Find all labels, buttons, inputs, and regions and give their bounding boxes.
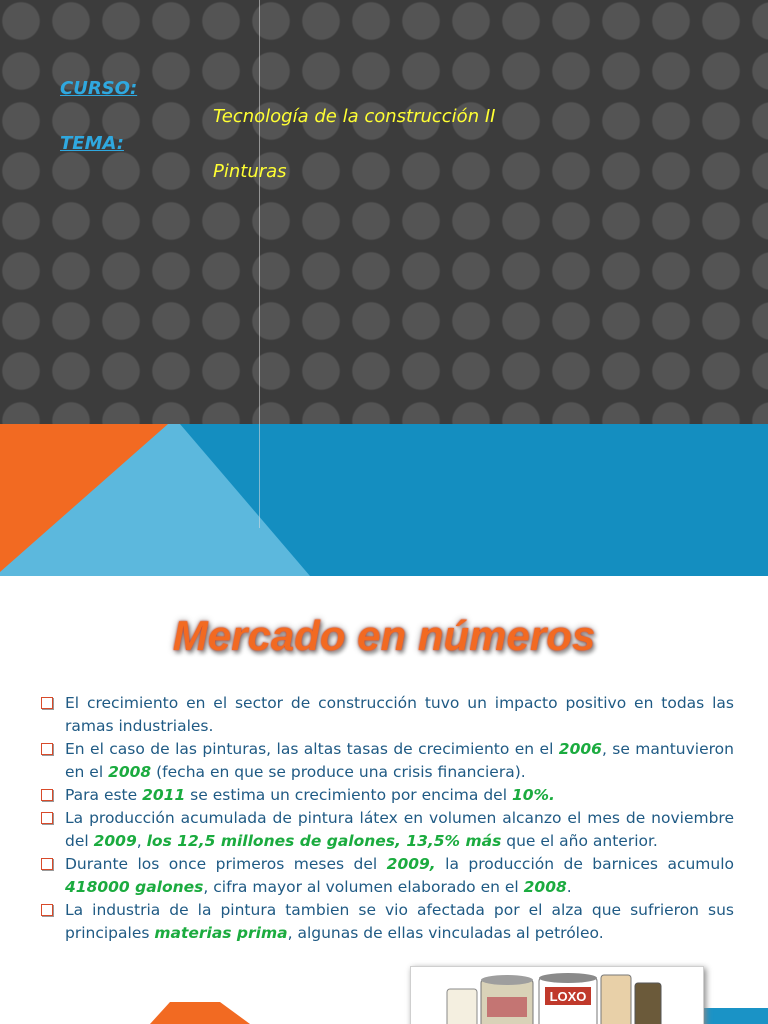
bullet-text: ,: [136, 832, 147, 850]
course-value: Tecnología de la construcción II: [213, 106, 496, 127]
bullet-text: (fecha en que se produce una crisis financiera).: [151, 763, 526, 781]
highlighted-figure: materias prima: [154, 924, 288, 942]
bullet-item: [38, 738, 734, 784]
bullet-text: , algunas de ellas vinculadas al petróleo.: [287, 924, 604, 942]
highlighted-figure: 2009,: [386, 855, 436, 873]
checkbox-bullet-icon: [41, 697, 53, 709]
bullet-text: , cifra mayor al volumen elaborado en el: [203, 878, 524, 896]
highlighted-figure: 2009: [93, 832, 137, 850]
vertical-divider-line: [259, 0, 260, 528]
bullet-text: Para este: [65, 786, 143, 804]
checkbox-bullet-icon: [41, 789, 53, 801]
bullet-item: [38, 853, 734, 899]
bullet-text: se estima un crecimiento por encima del: [185, 786, 512, 804]
paint-cans-photo: [410, 966, 704, 1024]
bullet-text: la producción de barnices acumulo: [435, 855, 734, 873]
course-label: CURSO:: [60, 78, 138, 99]
checkbox-bullet-icon: [41, 743, 53, 755]
bullet-text: .: [566, 878, 572, 896]
bullet-text: La industria de la pintura tambien se vio afectada por el alza que sufrieron sus principales: [65, 901, 734, 942]
highlighted-figure: 2011: [142, 786, 186, 804]
bullet-text: que el año anterior.: [501, 832, 658, 850]
market-slide: [0, 576, 768, 1024]
topic-label: TEMA:: [60, 133, 124, 154]
highlighted-figure: 2006: [558, 740, 602, 758]
bullet-text: En el caso de las pinturas, las altas tasas de crecimiento en el: [65, 740, 559, 758]
highlighted-figure: 2008: [523, 878, 567, 896]
bullet-item: [38, 784, 734, 807]
bullet-list: [38, 692, 734, 945]
bullet-text: , se mantuvieron en el: [65, 740, 734, 781]
bullet-item: [38, 899, 734, 945]
checkbox-bullet-icon: [41, 812, 53, 824]
dot-pattern-background: [0, 0, 768, 424]
bullet-text: El crecimiento en el sector de construcción tuvo un impacto positivo en todas las ramas industriales.: [65, 694, 734, 735]
bullet-text: La producción acumulada de pintura látex en volumen alcanzo el mes de noviembre del: [65, 809, 734, 850]
highlighted-figure: 10%.: [511, 786, 555, 804]
bullet-text: Durante los once primeros meses del: [65, 855, 387, 873]
checkbox-bullet-icon: [41, 904, 53, 916]
bullet-item: [38, 692, 734, 738]
topic-value: Pinturas: [213, 161, 287, 182]
loxo-can-label: LOXO: [549, 989, 587, 1004]
color-band-graphic: [0, 424, 768, 576]
highlighted-figure: 2008: [108, 763, 152, 781]
bullet-item: [38, 807, 734, 853]
highlighted-figure: 418000 galones: [65, 878, 204, 896]
slide-title: Mercado en números: [172, 612, 596, 659]
checkbox-bullet-icon: [41, 858, 53, 870]
highlighted-figure: los 12,5 millones de galones, 13,5% más: [146, 832, 502, 850]
